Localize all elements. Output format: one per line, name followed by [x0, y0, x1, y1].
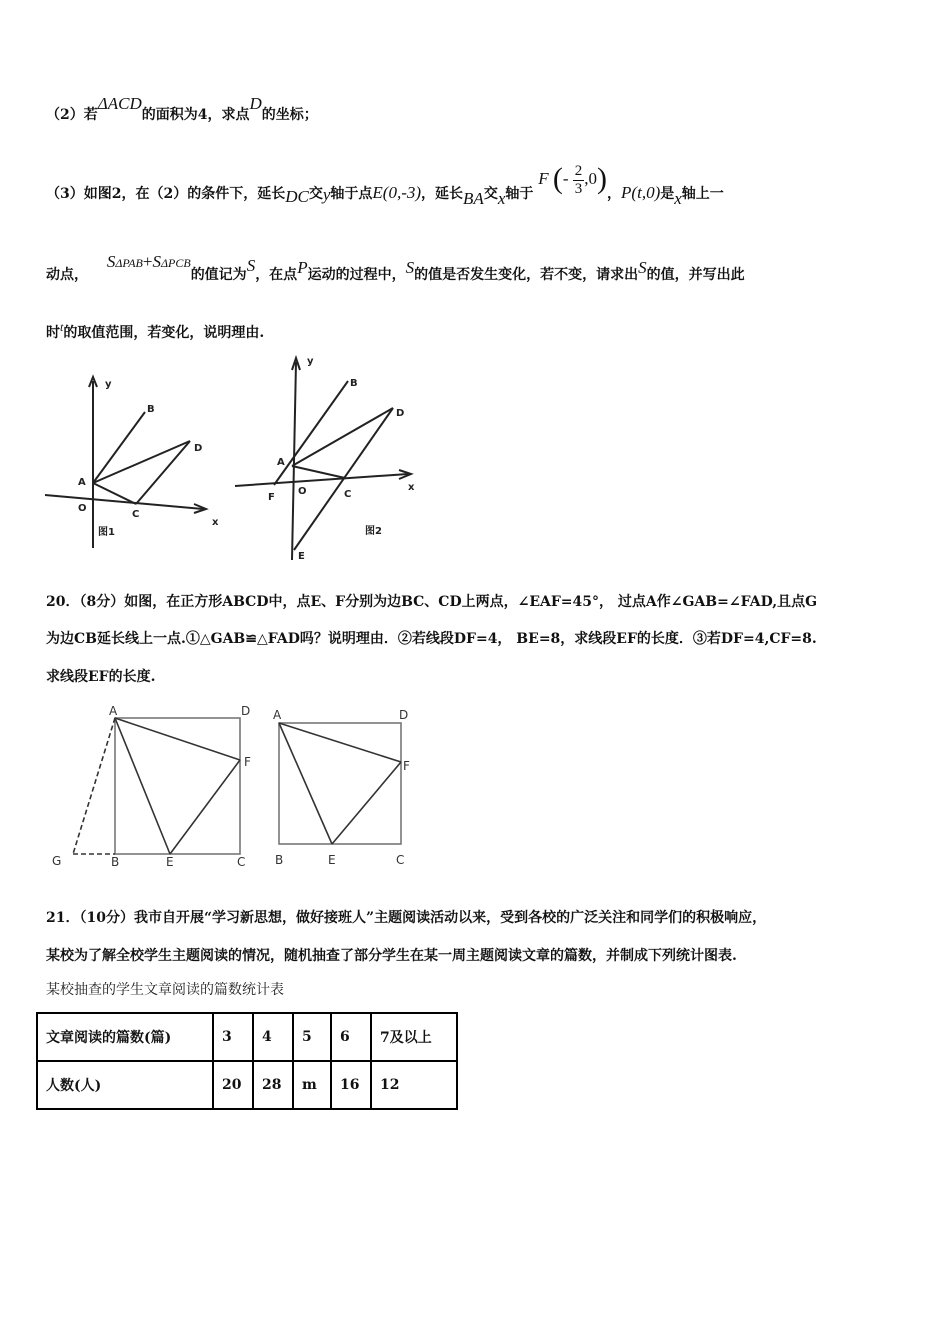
- fig1-label-o: O: [78, 503, 87, 514]
- fig20b-segment-af: [279, 723, 401, 762]
- text-fragment: 是: [660, 186, 675, 202]
- text-fragment: 的值，并写出此: [646, 267, 745, 283]
- point-e-coord: E(0,-3): [372, 183, 422, 202]
- p-symbol: P: [297, 258, 308, 277]
- table-cell: 人数(人): [37, 1061, 213, 1109]
- fig2-label-a: A: [277, 457, 285, 468]
- fig20a-label-a: A: [109, 704, 118, 718]
- figure-20b: [268, 700, 428, 875]
- fig20b-label-a: A: [273, 708, 282, 722]
- q21-line1: 21．（10分）我市自开展“学习新思想，做好接班人”主题阅读活动以来，受到各校的广泛关注和同学们的积极响应，: [46, 910, 767, 926]
- fig20b-label-c: C: [396, 853, 405, 867]
- q19-part3-line3: [46, 322, 264, 342]
- table-cell: m: [293, 1061, 331, 1109]
- text-fragment: （3）如图2，在（2）的条件下，延长: [46, 186, 286, 202]
- q19-part3-line2: [46, 252, 745, 284]
- fig2-x-axis: [235, 474, 408, 486]
- table-cell: 5: [293, 1013, 331, 1061]
- fig20a-label-g: G: [52, 854, 62, 868]
- f-numerator: 2: [574, 162, 583, 179]
- table-cell: 6: [331, 1013, 371, 1061]
- x-var: x: [674, 189, 682, 208]
- table-header-row: [37, 1013, 457, 1061]
- text-fragment: 的值记为: [190, 267, 247, 283]
- fig20a-label-b: B: [111, 855, 120, 869]
- q19-part2-line: [46, 94, 318, 124]
- fig1-segment-dc: [136, 441, 190, 504]
- text-fragment: 的坐标；: [261, 107, 318, 123]
- s-symbol: S: [152, 252, 161, 271]
- triangle-acd: ΔACD: [97, 94, 142, 113]
- fig2-y-axis: [292, 362, 296, 560]
- q21-table-title: 某校抽查的学生文章阅读的篇数统计表: [46, 982, 284, 998]
- plus-sign: +: [142, 252, 153, 271]
- point-f-coord: F (- $\frac{2}{3}$ ,0): [538, 162, 608, 197]
- fig20a-label-d: D: [241, 704, 251, 718]
- f-tail: ,0: [584, 169, 598, 188]
- s-symbol: S: [246, 256, 256, 275]
- fig20a-segment-ae: [115, 718, 170, 854]
- text-fragment: （2）若: [46, 107, 98, 123]
- fig1-label-a: A: [78, 477, 86, 488]
- text-fragment: 的面积为4，求点: [141, 107, 250, 123]
- point-p-coord: P(t,0): [621, 183, 661, 202]
- fig20b-segment-ae: [279, 723, 332, 844]
- f-neg: -: [562, 169, 569, 188]
- f-label: F: [538, 169, 549, 188]
- fig1-label-d: D: [194, 443, 203, 454]
- text-fragment: 轴于: [505, 186, 534, 202]
- q19-part3-line1: [46, 162, 724, 212]
- text-fragment: 轴于点: [330, 186, 373, 202]
- fig20a-segment-ef: [170, 760, 240, 854]
- s-symbol: S: [405, 258, 415, 277]
- text-fragment: 轴上一: [681, 186, 724, 202]
- segment-dc: DC: [285, 187, 309, 206]
- table-cell: 4: [253, 1013, 293, 1061]
- fig20a-segment-af: [115, 718, 240, 760]
- x-var: x: [497, 189, 506, 208]
- q21-line2: 某校为了解全校学生主题阅读的情况，随机抽查了部分学生在某一周主题阅读文章的篇数，并制成下列统计图表.: [46, 948, 737, 964]
- q20-line1: 20．（8分）如图，在正方形ABCD中，点E、F分别为边BC、CD上两点，∠EAF=45°， 过点A作∠GAB=∠FAD,且点G: [46, 594, 818, 610]
- q20-line2: 为边CB延长线上一点.①△GAB≌△FAD吗？说明理由．②若线段DF=4， BE=8，求线段EF的长度．③若DF=4,CF=8.: [46, 631, 817, 647]
- table-cell: 28: [253, 1061, 293, 1109]
- t-symbol: t: [60, 320, 64, 334]
- fig20a-segment-ag: [73, 718, 115, 854]
- table-cell: 20: [213, 1061, 253, 1109]
- table-cell: 文章阅读的篇数(篇): [37, 1013, 213, 1061]
- fig20b-label-d: D: [399, 708, 409, 722]
- q20-line3: 求线段EF的长度.: [46, 669, 156, 685]
- segment-ba: BA: [463, 189, 484, 208]
- s-symbol: S: [638, 258, 647, 277]
- point-d: D: [249, 94, 262, 113]
- text-fragment: 的取值范围，若变化，说明理由.: [63, 325, 265, 341]
- fig20b-label-b: B: [275, 853, 284, 867]
- text-fragment: 交: [483, 186, 498, 202]
- fig2-segment-ac: [292, 466, 345, 478]
- fig20b-label-e: E: [328, 853, 336, 867]
- y-var: y: [322, 185, 331, 204]
- text-fragment: 交: [308, 186, 323, 202]
- f-denominator: 3: [574, 180, 583, 197]
- fig2-label-o: O: [298, 486, 307, 497]
- fig1-caption: 图1: [98, 527, 115, 538]
- fig1-label-x: x: [212, 517, 219, 528]
- text-fragment: ，在点: [255, 267, 298, 283]
- fig20a-label-f: F: [244, 755, 251, 769]
- s-subscript-pab: ΔPAB: [115, 256, 143, 270]
- s-subscript-pcb: ΔPCB: [160, 256, 191, 270]
- fig2-label-b: B: [350, 378, 358, 389]
- fig2-label-c: C: [344, 489, 352, 500]
- figure-20a: [45, 700, 265, 875]
- s-symbol: S: [106, 252, 116, 271]
- fig2-label-x: x: [408, 482, 415, 493]
- fig20b-segment-ef: [332, 762, 401, 844]
- figure-2: [230, 350, 430, 565]
- fig20b-label-f: F: [403, 759, 410, 773]
- fig2-label-e: E: [298, 551, 305, 562]
- text-fragment: ，延长: [421, 186, 464, 202]
- table-cell: 3: [213, 1013, 253, 1061]
- fig1-label-y: y: [105, 379, 112, 390]
- text-fragment: 的值是否发生变化，若不变，请求出: [414, 267, 639, 283]
- fig1-label-c: C: [132, 509, 140, 520]
- fig20a-label-c: C: [237, 855, 246, 869]
- text-fragment: ，: [607, 186, 622, 202]
- fig20a-label-e: E: [166, 855, 174, 869]
- text-fragment: 动点，: [46, 267, 88, 283]
- fig2-label-y: y: [307, 356, 314, 367]
- table-cell: 7及以上: [371, 1013, 457, 1061]
- area-sum-expr: [106, 252, 191, 271]
- text-fragment: 时: [46, 325, 60, 341]
- figure-1: [40, 365, 225, 555]
- fig2-label-d: D: [396, 408, 405, 419]
- fig1-label-b: B: [147, 404, 155, 415]
- reading-stats-table: [36, 1012, 458, 1110]
- fig2-caption: 图2: [365, 526, 382, 537]
- table-cell: 16: [331, 1061, 371, 1109]
- text-fragment: 运动的过程中，: [307, 267, 406, 283]
- table-cell: 12: [371, 1061, 457, 1109]
- table-row: [37, 1061, 457, 1109]
- fig2-label-f: F: [268, 492, 275, 503]
